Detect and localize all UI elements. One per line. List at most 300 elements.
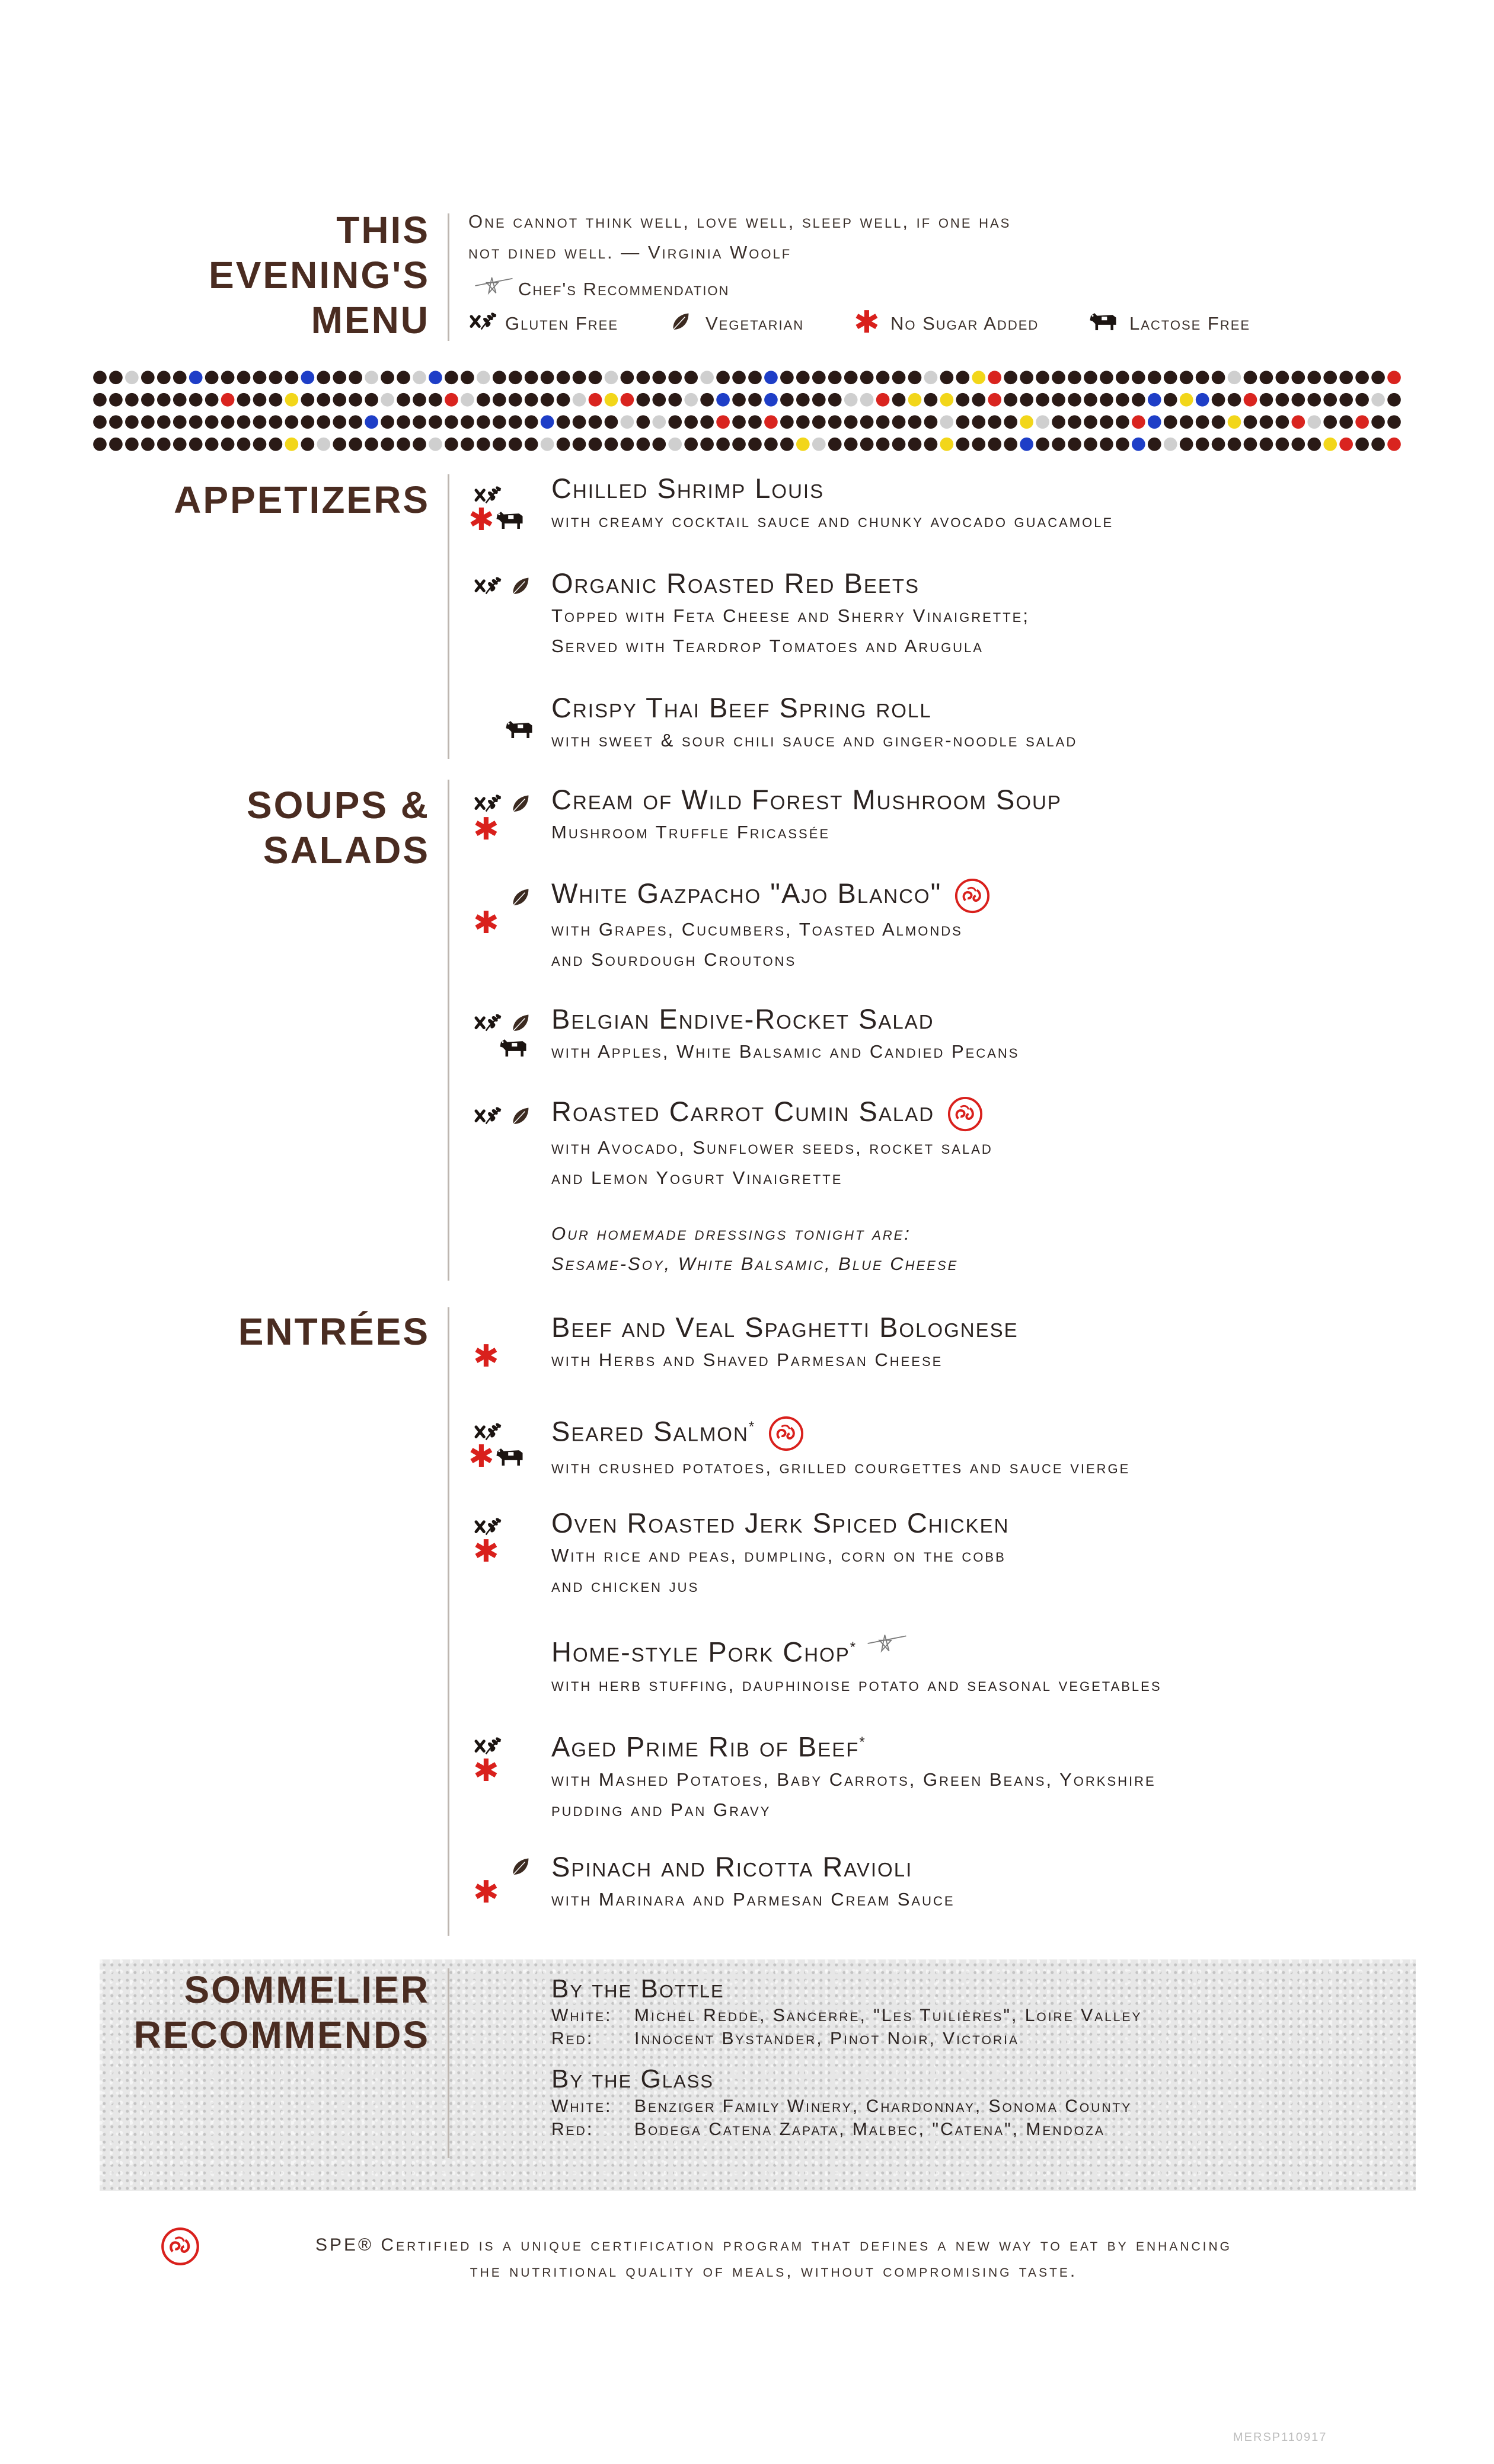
decorative-dot <box>1339 438 1353 451</box>
dish-title <box>551 1630 1393 1670</box>
wine-white-label: White: <box>551 2006 612 2025</box>
decorative-dot <box>237 371 251 384</box>
decorative-dot <box>301 371 315 384</box>
decorative-dot <box>812 438 826 451</box>
decorative-dot <box>477 438 490 451</box>
wine-red-label: Red: <box>551 2029 594 2048</box>
dish-title <box>551 1725 1393 1764</box>
decorative-dot <box>1339 393 1353 407</box>
decorative-dot <box>1307 415 1321 429</box>
decorative-dot <box>285 393 299 407</box>
decorative-dot <box>988 415 1001 429</box>
decorative-dot <box>1212 438 1225 451</box>
decorative-dot <box>525 393 538 407</box>
decorative-dot <box>189 415 203 429</box>
decorative-dot <box>636 415 650 429</box>
decorative-dot <box>956 371 970 384</box>
decorative-dot <box>1100 415 1113 429</box>
decorative-dot <box>1196 393 1209 407</box>
decorative-dot <box>796 438 810 451</box>
decorative-dot <box>445 415 458 429</box>
decorative-dot <box>956 415 970 429</box>
decorative-dot <box>205 371 219 384</box>
decorative-dot <box>924 371 938 384</box>
decorative-dot <box>173 371 187 384</box>
dish-belgian-endive-rocket-salad <box>551 1002 1393 1067</box>
decorative-dot <box>812 393 826 407</box>
decorative-dot <box>1004 438 1017 451</box>
decorative-dot <box>1068 438 1081 451</box>
dish-title: Crispy Thai Beef Spring roll <box>551 692 932 723</box>
decorative-dot <box>349 371 362 384</box>
decorative-dot <box>429 438 442 451</box>
decorative-dot <box>972 415 985 429</box>
vegetarian-icon <box>509 1105 531 1128</box>
decorative-dot <box>1084 415 1097 429</box>
decorative-dot <box>285 438 299 451</box>
decorative-dot <box>764 393 778 407</box>
by-the-glass-heading: By the Glass <box>551 2064 714 2093</box>
decorative-dot <box>541 415 554 429</box>
sommelier-heading-line-1: SOMMELIER <box>184 1968 430 2011</box>
decorative-dot <box>509 415 522 429</box>
decorative-dot <box>828 371 842 384</box>
dish-description: and Sourdough Croutons <box>551 949 797 970</box>
decorative-dot <box>1339 371 1353 384</box>
decorative-dot <box>844 415 858 429</box>
dish-title: Chilled Shrimp Louis <box>551 473 825 504</box>
decorative-dot <box>1004 393 1017 407</box>
decorative-dot <box>189 371 203 384</box>
decorative-dot <box>253 371 267 384</box>
decorative-dot <box>892 371 906 384</box>
decorative-dot <box>381 393 394 407</box>
decorative-dot <box>93 438 107 451</box>
dish-description: with Marinara and Parmesan Cream Sauce <box>551 1889 955 1910</box>
decorative-dot <box>445 393 458 407</box>
decorative-dot <box>605 415 618 429</box>
no-sugar-icon: ✱ <box>473 1753 499 1789</box>
wine-name: Michel Redde, Sancerre, "Les Tuilières", Loire Valley <box>634 2006 1142 2025</box>
sommelier-heading <box>134 1967 430 2057</box>
decorative-dot <box>1355 393 1369 407</box>
dish-organic-roasted-red-beets <box>551 566 1393 661</box>
decorative-dot <box>1212 393 1225 407</box>
decorative-dot <box>205 415 219 429</box>
spe-certified-icon <box>954 877 991 914</box>
decorative-dot <box>732 371 746 384</box>
decorative-dot <box>109 438 123 451</box>
decorative-dot <box>668 371 682 384</box>
decorative-dot <box>1148 393 1161 407</box>
entrees-heading: ENTRÉES <box>238 1310 430 1353</box>
dish-title: Belgian Endive-Rocket Salad <box>551 1003 934 1035</box>
decorative-dot <box>461 371 474 384</box>
wine-name: Innocent Bystander, Pinot Noir, Victoria <box>634 2029 1019 2048</box>
decorative-dot <box>317 438 330 451</box>
raw-food-mark: * <box>859 1734 866 1750</box>
decorative-dot <box>1100 438 1113 451</box>
decorative-dot <box>621 415 634 429</box>
lactose-free-icon <box>504 717 536 740</box>
decorative-dot <box>1212 371 1225 384</box>
dish-description: with sweet & sour chili sauce and ginger-noodle salad <box>551 730 1078 751</box>
vegetarian-icon <box>509 1012 531 1035</box>
decorative-dot <box>173 393 187 407</box>
gluten-free-icon <box>473 1104 503 1129</box>
decorative-dot <box>908 371 922 384</box>
decorative-dot <box>1307 371 1321 384</box>
decorative-dot <box>1116 371 1129 384</box>
decorative-dot <box>429 371 442 384</box>
decorative-dot <box>221 371 235 384</box>
decorative-dot <box>589 415 602 429</box>
decorative-dot <box>1132 393 1145 407</box>
decorative-dot <box>413 393 426 407</box>
decorative-dot <box>557 393 570 407</box>
decorative-dot <box>205 393 219 407</box>
wine-white-label: White: <box>551 2096 612 2116</box>
no-sugar-icon: ✱ <box>473 1875 499 1910</box>
decorative-dot <box>557 415 570 429</box>
dish-title: Beef and Veal Spaghetti Bolognese <box>551 1311 1019 1343</box>
appetizers-heading: APPETIZERS <box>174 478 430 521</box>
decorative-dot <box>1020 438 1033 451</box>
decorative-dot <box>1084 371 1097 384</box>
dish-title: Oven Roasted Jerk Spiced Chicken <box>551 1507 1010 1539</box>
decorative-dot <box>1355 415 1369 429</box>
decorative-dot <box>445 438 458 451</box>
decorative-dot <box>716 415 730 429</box>
decorative-dot <box>525 438 538 451</box>
spe-footnote <box>210 2232 1337 2284</box>
decorative-dot <box>908 393 922 407</box>
decorative-dot <box>716 393 730 407</box>
dish-description: Topped with Feta Cheese and Sherry Vinaigrette; <box>551 605 1030 626</box>
decorative-dot <box>1052 371 1065 384</box>
dish-description: and Lemon Yogurt Vinaigrette <box>551 1167 843 1188</box>
decorative-dot <box>1148 415 1161 429</box>
dish-title-text: Aged Prime Rib of Beef <box>551 1731 860 1763</box>
soups-salads-heading <box>247 783 430 873</box>
no-sugar-icon: ✱ <box>468 502 494 538</box>
dish-title: Spinach and Ricotta Ravioli <box>551 1851 913 1882</box>
decorative-dot <box>413 415 426 429</box>
dish-spinach-ricotta-ravioli <box>551 1850 1393 1914</box>
decorative-dot <box>1387 415 1401 429</box>
decorative-dot <box>860 371 874 384</box>
decorative-dot <box>940 371 954 384</box>
decorative-dot <box>1244 393 1257 407</box>
decorative-dot <box>828 393 842 407</box>
bottle-red-row <box>551 2029 1019 2049</box>
decorative-dot <box>1228 393 1241 407</box>
decorative-dot <box>109 415 123 429</box>
entrees-divider <box>448 1307 449 1936</box>
decorative-dot <box>237 393 251 407</box>
decorative-dot <box>684 371 698 384</box>
decorative-dot <box>141 415 155 429</box>
decorative-dot <box>908 415 922 429</box>
decorative-dot <box>541 393 554 407</box>
bottle-white-row <box>551 2006 1142 2026</box>
decorative-dot <box>924 438 938 451</box>
decorative-dot <box>205 438 219 451</box>
dish-description: with creamy cocktail sauce and chunky avocado guacamole <box>551 510 1114 531</box>
dish-title: Cream of Wild Forest Mushroom Soup <box>551 784 1062 815</box>
decorative-dot <box>493 438 506 451</box>
decorative-dot <box>876 438 890 451</box>
dish-description: With rice and peas, dumpling, corn on the cobb <box>551 1545 1006 1566</box>
decorative-dot <box>1307 438 1321 451</box>
decorative-dot <box>1228 415 1241 429</box>
gluten-free-icon <box>473 574 503 599</box>
appetizers-divider <box>448 474 449 759</box>
header-divider <box>448 213 449 341</box>
decorative-dot <box>924 393 938 407</box>
decorative-dot <box>109 393 123 407</box>
decorative-dot <box>381 371 394 384</box>
lactose-free-icon <box>494 508 526 531</box>
decorative-dot <box>397 393 410 407</box>
dish-description: with Herbs and Shaved Parmesan Cheese <box>551 1349 943 1370</box>
decorative-dot <box>445 371 458 384</box>
decorative-dot <box>317 415 330 429</box>
dish-description: with Avocado, Sunflower seeds, rocket salad <box>551 1137 993 1158</box>
decorative-dot <box>732 438 746 451</box>
decorative-dot <box>636 393 650 407</box>
decorative-dot <box>557 438 570 451</box>
decorative-dot <box>189 393 203 407</box>
legend-vegetarian-label: Vegetarian <box>706 313 805 334</box>
decorative-dot <box>1196 415 1209 429</box>
wine-red-label: Red: <box>551 2120 594 2139</box>
legend-row <box>468 305 1298 343</box>
decorative-dot <box>573 371 586 384</box>
decorative-dot <box>1323 415 1337 429</box>
dish-title <box>551 876 1393 914</box>
dish-description: with Apples, White Balsamic and Candied Pecans <box>551 1041 1020 1062</box>
decorative-dot <box>716 438 730 451</box>
decorative-dot <box>780 415 794 429</box>
decorative-dot <box>780 371 794 384</box>
decorative-dot <box>1387 438 1401 451</box>
dish-title-text: Roasted Carrot Cumin Salad <box>551 1096 935 1127</box>
decorative-dot <box>1371 438 1385 451</box>
decorative-dot <box>1180 393 1193 407</box>
decorative-dot <box>509 438 522 451</box>
decorative-dot <box>1036 393 1049 407</box>
dish-home-style-pork-chop <box>551 1630 1393 1700</box>
decorative-dot <box>413 438 426 451</box>
decorative-dot <box>173 438 187 451</box>
decorative-dot <box>1148 371 1161 384</box>
decorative-dot <box>1339 415 1353 429</box>
decorative-dot <box>429 393 442 407</box>
decorative-dot <box>988 438 1001 451</box>
decorative-dot <box>1276 371 1289 384</box>
decorative-dot <box>780 438 794 451</box>
decorative-dot <box>732 415 746 429</box>
dish-jerk-spiced-chicken <box>551 1506 1393 1601</box>
legend-gluten-label: Gluten Free <box>505 313 619 334</box>
decorative-dot <box>301 415 315 429</box>
decorative-dot <box>141 438 155 451</box>
decorative-dot <box>381 438 394 451</box>
quote-line-2: not dined well. — Virginia Woolf <box>468 242 792 263</box>
decorative-dot <box>493 371 506 384</box>
decorative-dot <box>141 393 155 407</box>
decorative-dot <box>285 371 299 384</box>
decorative-dot <box>844 393 858 407</box>
decorative-dot <box>1116 438 1129 451</box>
decorative-dot <box>940 438 954 451</box>
decorative-dot <box>397 438 410 451</box>
page-code: MERSP110917 <box>1233 2431 1327 2444</box>
decorative-dot <box>1164 438 1177 451</box>
decorative-dot <box>1004 371 1017 384</box>
decorative-dot <box>301 438 315 451</box>
decorative-dot <box>269 393 283 407</box>
decorative-dot <box>1132 415 1145 429</box>
lactose-free-icon <box>494 1445 526 1467</box>
decorative-dot <box>1180 438 1193 451</box>
decorative-dot <box>1020 371 1033 384</box>
decorative-dot <box>477 371 490 384</box>
decorative-dot <box>700 438 714 451</box>
decorative-dot <box>828 438 842 451</box>
decorative-dot <box>1196 371 1209 384</box>
decorative-dot <box>668 438 682 451</box>
decorative-dot <box>621 371 634 384</box>
dish-spaghetti-bolognese <box>551 1310 1393 1375</box>
dish-description: with herb stuffing, dauphinoise potato and seasonal vegetables <box>551 1674 1162 1695</box>
decorative-dot <box>125 393 139 407</box>
vegetarian-icon <box>669 311 691 333</box>
decorative-dot <box>1052 415 1065 429</box>
decorative-dot <box>1180 415 1193 429</box>
decorative-dot <box>1323 438 1337 451</box>
decorative-dot <box>1164 371 1177 384</box>
decorative-dot <box>652 438 666 451</box>
decorative-dot <box>1260 438 1273 451</box>
dish-title-text: Home-style Pork Chop <box>551 1636 850 1668</box>
decorative-dot <box>796 415 810 429</box>
decorative-dot <box>349 415 362 429</box>
decorative-dot <box>748 415 762 429</box>
decorative-dot <box>125 438 139 451</box>
decorative-dot <box>269 371 283 384</box>
decorative-dot <box>940 415 954 429</box>
dish-chilled-shrimp-louis <box>551 471 1393 536</box>
decorative-dot <box>972 393 985 407</box>
decorative-dot <box>317 393 330 407</box>
decorative-dot <box>700 415 714 429</box>
decorative-dot <box>365 438 378 451</box>
decorative-dot <box>109 371 123 384</box>
decorative-dot <box>509 393 522 407</box>
decorative-dot <box>1276 415 1289 429</box>
dish-wild-forest-mushroom-soup <box>551 783 1393 847</box>
decorative-dot <box>1387 393 1401 407</box>
decorative-dot <box>1100 371 1113 384</box>
decorative-dot <box>365 371 378 384</box>
decorative-dot <box>221 438 235 451</box>
vegetarian-icon <box>509 886 531 909</box>
decorative-dot <box>700 371 714 384</box>
dish-description: Mushroom Truffle Fricassée <box>551 822 831 842</box>
decorative-dot <box>221 393 235 407</box>
decorative-dot <box>924 415 938 429</box>
decorative-dot <box>365 415 378 429</box>
sommelier-divider <box>448 1968 449 2158</box>
decorative-dot <box>269 438 283 451</box>
decorative-dot <box>93 371 107 384</box>
dish-title <box>551 1410 1393 1452</box>
spe-certified-icon <box>160 2226 200 2267</box>
dish-title: Organic Roasted Red Beets <box>551 567 920 599</box>
decorative-dot <box>1132 371 1145 384</box>
decorative-dot <box>1004 415 1017 429</box>
decorative-dot <box>972 438 985 451</box>
decorative-dot <box>221 415 235 429</box>
decorative-dot <box>397 371 410 384</box>
chef-recommendation-icon <box>866 1633 908 1654</box>
decorative-dot <box>413 371 426 384</box>
dish-title <box>551 1094 1393 1132</box>
menu-title-line-3: MENU <box>311 299 430 341</box>
decorative-dot <box>1291 371 1305 384</box>
dish-seared-salmon <box>551 1410 1393 1482</box>
decorative-dot <box>605 438 618 451</box>
decorative-dot <box>237 438 251 451</box>
decorative-dot <box>605 371 618 384</box>
decorative-dot <box>397 415 410 429</box>
no-sugar-icon: ✱ <box>854 305 881 340</box>
decorative-dot <box>461 415 474 429</box>
decorative-dot <box>1355 438 1369 451</box>
vegetarian-icon <box>509 1856 531 1878</box>
decorative-dot <box>621 438 634 451</box>
decorative-dot <box>988 371 1001 384</box>
decorative-dot <box>365 393 378 407</box>
decorative-dot <box>461 393 474 407</box>
decorative-dot <box>141 371 155 384</box>
decorative-dot <box>780 393 794 407</box>
decorative-dot <box>700 393 714 407</box>
decorative-dot <box>493 393 506 407</box>
decorative-dot <box>477 415 490 429</box>
gluten-free-icon <box>473 1011 503 1036</box>
decorative-dot <box>988 393 1001 407</box>
decorative-dot <box>764 415 778 429</box>
decorative-dot <box>748 371 762 384</box>
no-sugar-icon: ✱ <box>473 812 499 847</box>
decorative-dot <box>541 438 554 451</box>
decorative-dot <box>125 371 139 384</box>
decorative-dot <box>764 438 778 451</box>
dish-description: with Grapes, Cucumbers, Toasted Almonds <box>551 918 963 940</box>
spe-certified-icon <box>947 1096 984 1132</box>
decorative-dot <box>125 415 139 429</box>
decorative-dot <box>525 371 538 384</box>
decorative-dot <box>812 415 826 429</box>
legend-lactose-label: Lactose Free <box>1129 313 1251 334</box>
decorative-dot <box>461 438 474 451</box>
menu-title <box>209 208 430 343</box>
dish-description: with Mashed Potatoes, Baby Carrots, Green Beans, Yorkshire <box>551 1769 1156 1790</box>
decorative-dot <box>1387 371 1401 384</box>
